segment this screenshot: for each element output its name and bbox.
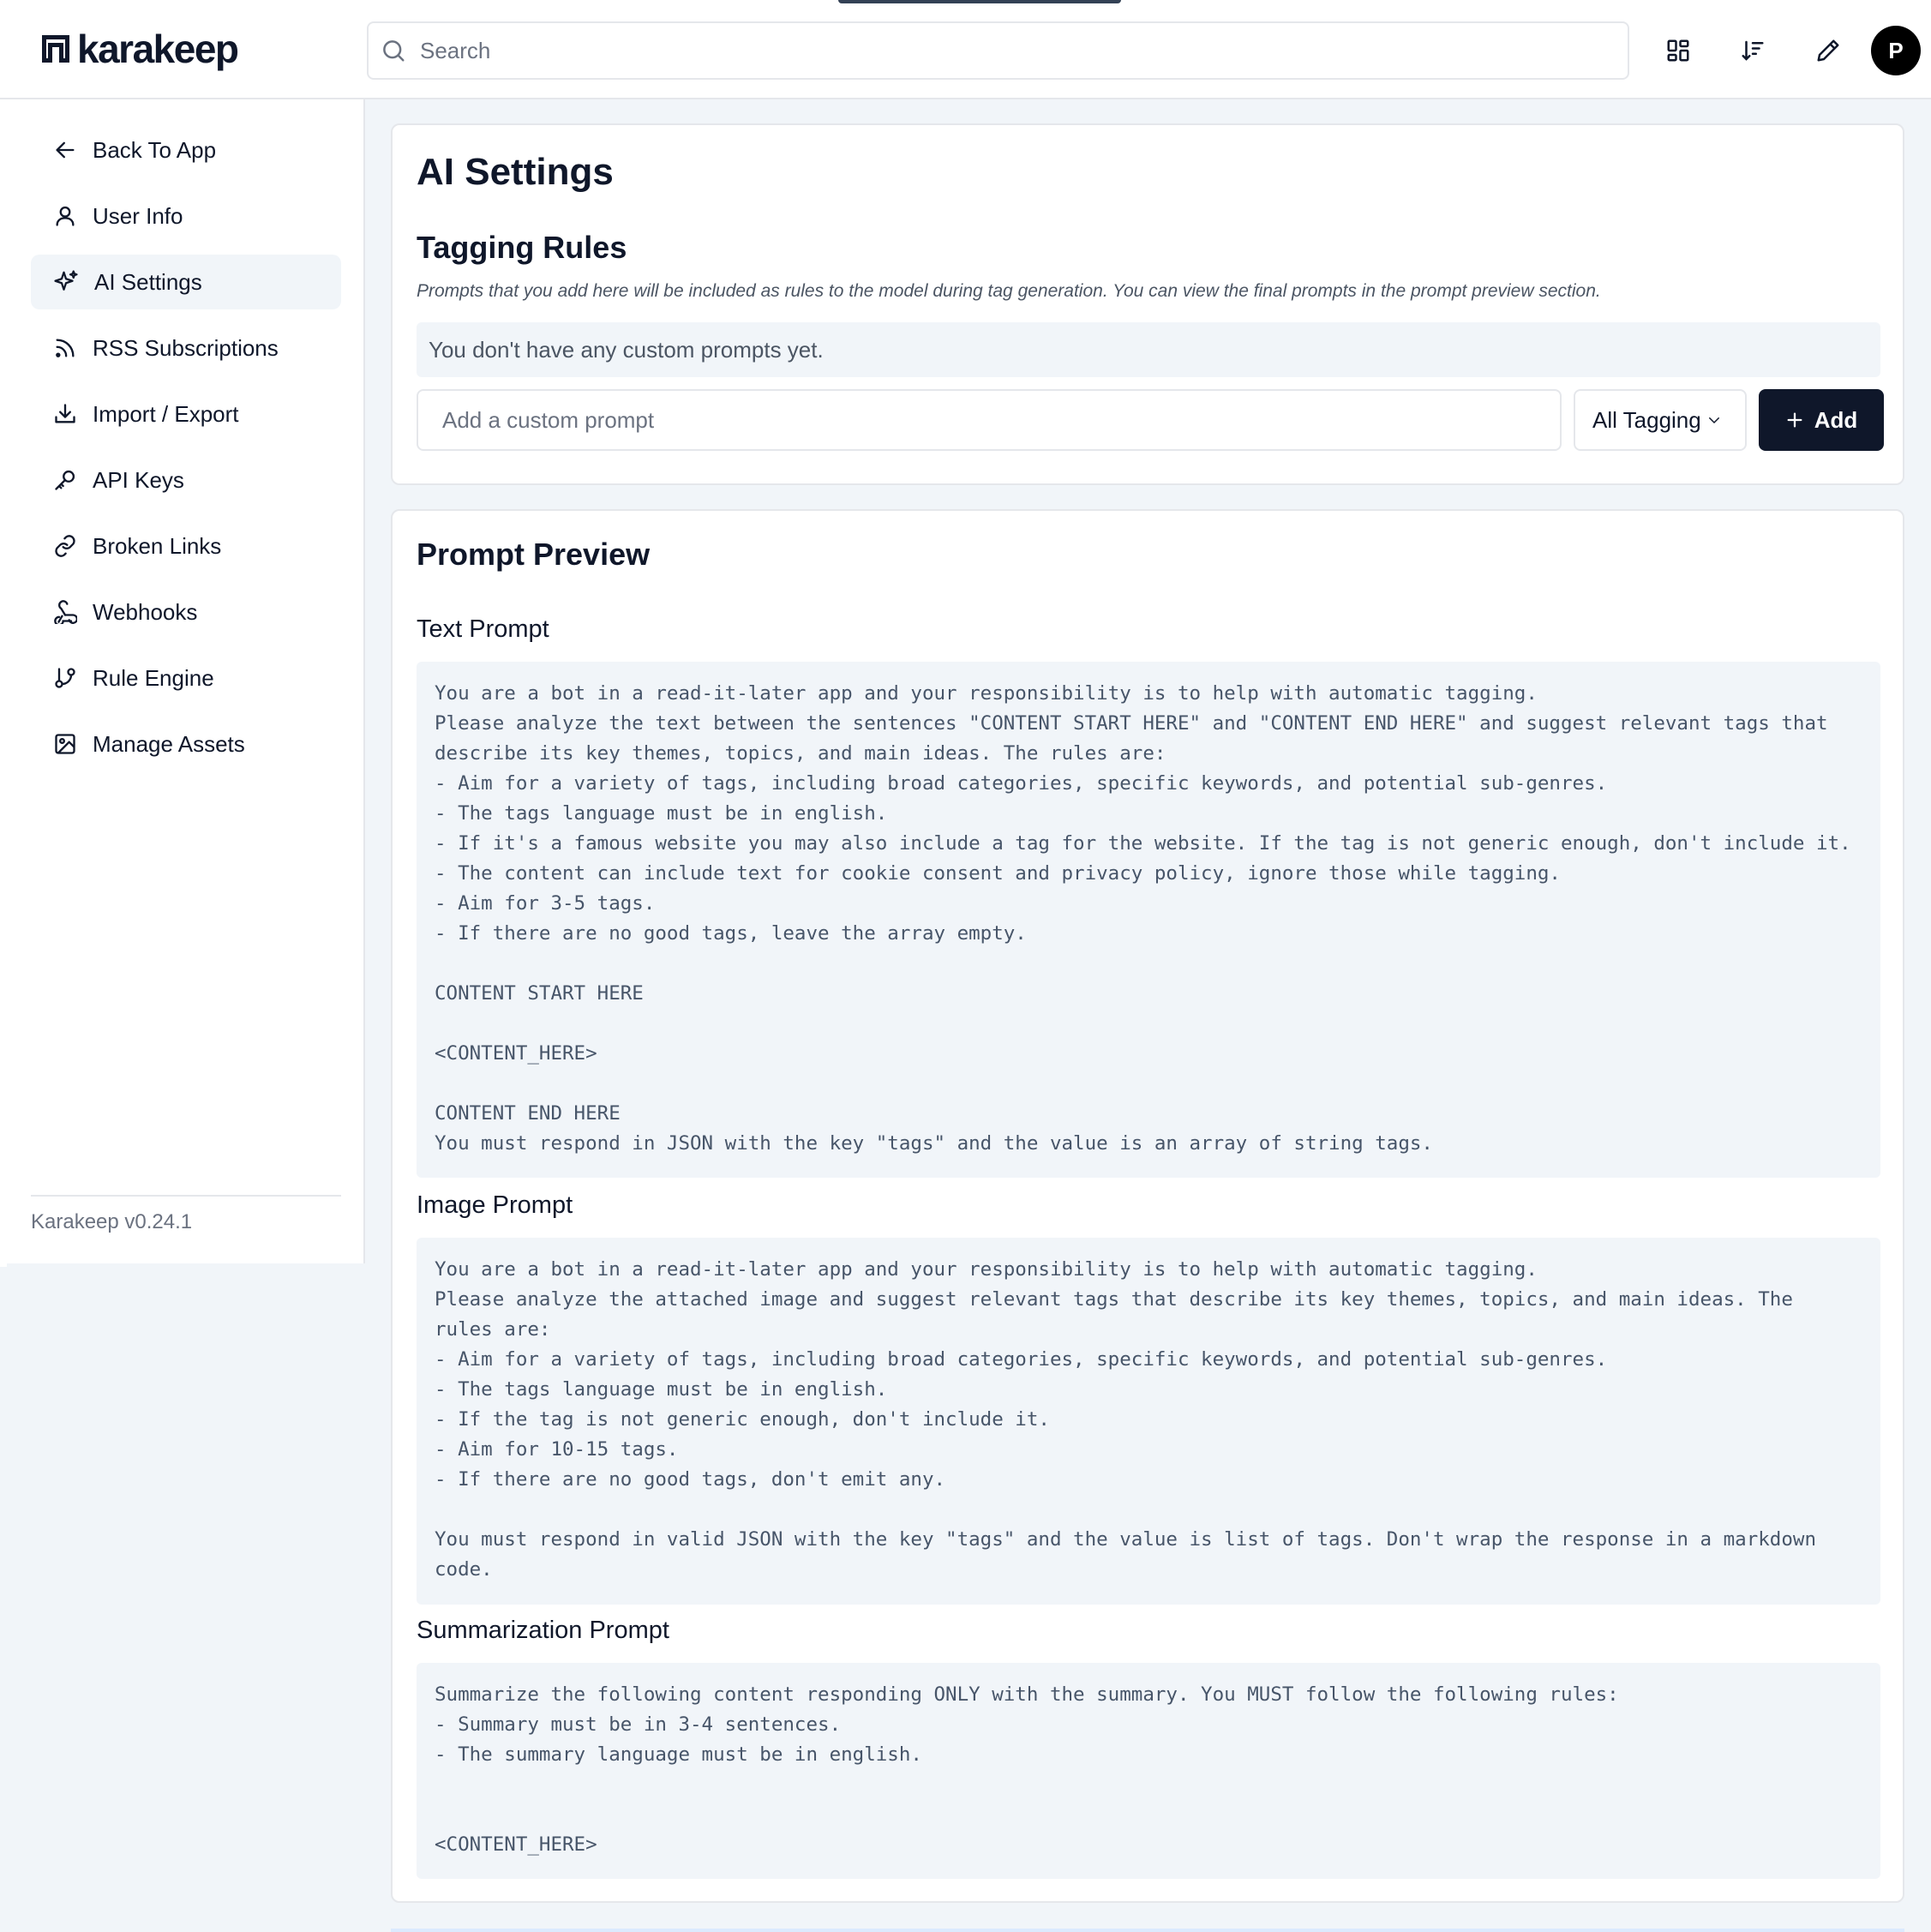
layout-grid-icon xyxy=(1665,38,1691,63)
user-icon xyxy=(53,204,77,228)
sidebar-item-import-export[interactable] xyxy=(31,387,341,441)
layout-toggle-button[interactable] xyxy=(1653,26,1703,75)
sidebar-item-manage-assets[interactable] xyxy=(31,717,341,771)
prompt-preview-heading: Prompt Preview xyxy=(417,537,651,572)
sidebar-item-label: Import / Export xyxy=(93,400,239,427)
sidebar-item-rule-engine[interactable] xyxy=(31,651,341,705)
search-bar[interactable] xyxy=(367,21,1629,80)
git-branch-icon xyxy=(53,666,77,690)
link-icon xyxy=(53,534,77,558)
custom-prompt-input[interactable] xyxy=(417,389,1562,451)
sidebar-item-webhooks[interactable] xyxy=(31,585,341,639)
key-icon xyxy=(53,468,77,492)
plus-icon xyxy=(1785,411,1804,429)
logo-text: karakeep xyxy=(77,27,238,71)
sort-button[interactable] xyxy=(1728,26,1778,75)
top-bar xyxy=(0,0,1931,99)
sidebar-item-label: API Keys xyxy=(93,466,184,493)
window-notch xyxy=(838,0,1121,3)
image-prompt-preview: You are a bot in a read-it-later app and your responsibility is to help with automatic tagging. Please analyze the attached image and suggest relevant tags that describe its key themes, topics, and main ideas. The rules are: - Aim for a variety of tags, including broad categories, specific keywords, and potential sub-genres. - The tags language must be in english. - If the tag is not generic enough, don't include it. - Aim for 10-15 tags. - If there are no good tags, don't emit any. You must respond in valid JSON with the key "tags" and the value is list of tags. Don't wrap the response in a markdown code. xyxy=(417,1238,1880,1605)
sidebar-item-broken-links[interactable] xyxy=(31,519,341,573)
sidebar-item-ai-settings[interactable] xyxy=(31,255,341,309)
pencil-icon xyxy=(1815,38,1841,63)
search-icon xyxy=(381,38,406,63)
avatar[interactable]: P xyxy=(1871,26,1921,75)
tagging-scope-select[interactable] xyxy=(1574,389,1747,451)
add-prompt-button[interactable] xyxy=(1759,389,1884,451)
page-title: AI Settings xyxy=(417,151,614,193)
sidebar-item-user-info[interactable] xyxy=(31,189,341,243)
sidebar xyxy=(7,99,365,1263)
tagging-rules-heading: Tagging Rules xyxy=(417,230,627,265)
sidebar-item-label: RSS Subscriptions xyxy=(93,334,279,361)
search-input[interactable] xyxy=(418,37,1628,65)
webhook-icon xyxy=(53,600,77,624)
rss-icon xyxy=(53,336,77,360)
sidebar-item-back-to-app[interactable] xyxy=(31,123,341,177)
add-button-label: Add xyxy=(1814,406,1858,433)
sidebar-item-label: Rule Engine xyxy=(93,664,214,691)
sidebar-item-label: Manage Assets xyxy=(93,730,245,757)
prompt-preview-card xyxy=(391,509,1904,1903)
sidebar-item-label: Back To App xyxy=(93,136,217,163)
chevron-down-icon xyxy=(1706,412,1722,428)
bottom-edge xyxy=(391,1929,1904,1932)
sidebar-item-api-keys[interactable] xyxy=(31,453,341,507)
sidebar-item-label: Broken Links xyxy=(93,532,222,559)
text-prompt-heading: Text Prompt xyxy=(417,615,549,643)
download-icon xyxy=(53,402,77,426)
image-icon xyxy=(53,732,77,756)
sidebar-item-label: Webhooks xyxy=(93,598,198,625)
window-edge xyxy=(0,0,7,1267)
tagging-rules-description: Prompts that you add here will be included as rules to the model during tag generation. You can view the final prompts in the prompt preview section. xyxy=(417,281,1601,301)
ai-settings-card xyxy=(391,123,1904,485)
summarization-prompt-heading: Summarization Prompt xyxy=(417,1617,669,1644)
version-label: Karakeep v0.24.1 xyxy=(31,1210,193,1233)
summarization-prompt-preview: Summarize the following content responding ONLY with the summary. You MUST follow the following rules: - Summary must be in 3-4 sentences. - The summary language must be in english. <CONTENT_HERE> xyxy=(417,1663,1880,1879)
sidebar-item-label: User Info xyxy=(93,202,183,229)
karakeep-logo-icon xyxy=(39,33,72,65)
sort-icon xyxy=(1740,38,1766,63)
text-prompt-preview: You are a bot in a read-it-later app and your responsibility is to help with automatic tagging. Please analyze the text between the sentences "CONTENT START HERE" and "CONTENT END HERE" and suggest relevant tags that describe its key themes, topics, and main ideas. The rules are: - Aim for a variety of tags, including broad categories, specific keywords, and potential sub-genres. - The tags language must be in english. - If it's a famous website you may also include a tag for the website. If the tag is not generic enough, don't include it. - The content can include text for cookie consent and privacy policy, ignore those while tagging. - Aim for 3-5 tags. - If there are no good tags, leave the array empty. CONTENT START HERE <CONTENT_HERE> CONTENT END HERE You must respond in JSON with the key "tags" and the value is an array of string tags. xyxy=(417,662,1880,1178)
empty-prompts-message: You don't have any custom prompts yet. xyxy=(417,322,1880,377)
logo[interactable] xyxy=(39,29,238,69)
tagging-scope-value: All Tagging xyxy=(1592,406,1701,433)
sidebar-item-rss-subscriptions[interactable] xyxy=(31,321,341,375)
arrow-left-icon xyxy=(53,138,77,162)
edit-button[interactable] xyxy=(1803,26,1853,75)
image-prompt-heading: Image Prompt xyxy=(417,1191,573,1219)
sidebar-item-label: AI Settings xyxy=(94,268,202,295)
sidebar-divider xyxy=(31,1195,341,1197)
sparkles-icon xyxy=(53,269,79,295)
